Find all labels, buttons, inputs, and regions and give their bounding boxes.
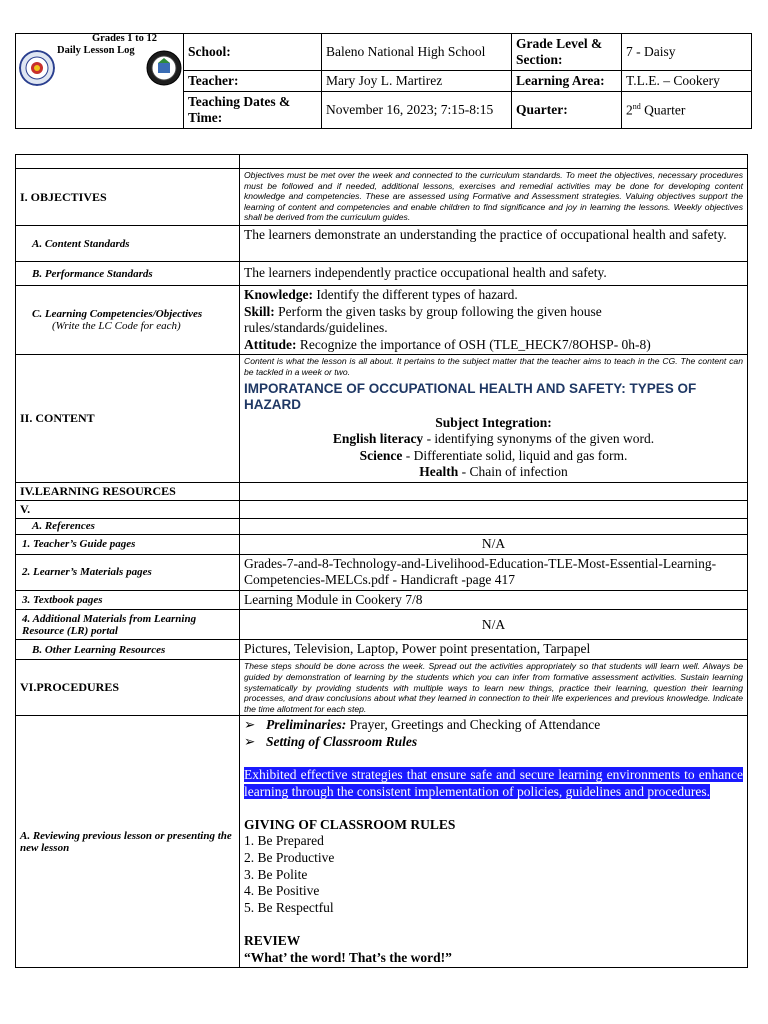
arrow-icon: ➢ — [244, 733, 256, 749]
performance-standards-label: B. Performance Standards — [16, 262, 240, 286]
area-label: Learning Area: — [512, 71, 622, 92]
resources-label: IV.LEARNING RESOURCES — [16, 482, 240, 500]
objectives-note: Objectives must be met over the week and connected to the curriculum standards. To meet the objectives, necessary procedures must be followed and if needed, additional lessons, exercises and remedial activities may be done for developing content knowledge and competencies. These are assessed using Formative and Assessment strategies. Valuing objectives support the learning of content and competencies and enable children to find significance and joy in learning the lessons. Weekly objectives shall be derived from the curriculum guides. — [240, 169, 748, 226]
content-standards-label: A. Content Standards — [16, 226, 240, 262]
english-label: English literacy — [332, 431, 424, 447]
knowledge-label: Knowledge: — [244, 287, 313, 302]
header-table — [15, 33, 752, 129]
skill-text: Perform the given tasks by group following the given house rules/standards/guidelines. — [244, 303, 602, 336]
resources-row — [16, 482, 748, 500]
objectives-row — [16, 169, 748, 226]
procedures-row — [16, 660, 748, 716]
tg-value: N/A — [240, 534, 748, 554]
lm-row — [16, 554, 748, 590]
references-label: A. References — [16, 518, 240, 534]
prelim-text: Prayer, Greetings and Checking of Attendance — [346, 717, 601, 733]
lesson-table — [15, 154, 748, 968]
v-row — [16, 500, 748, 518]
dates-value: November 16, 2023; 7:15-8:15 — [322, 92, 512, 129]
grades-label: Grades 1 to 12 — [92, 33, 158, 44]
blank-row — [16, 155, 748, 169]
rule-item: 3. Be Polite — [244, 866, 308, 882]
science-text: - Differentiate solid, liquid and gas form. — [402, 447, 628, 463]
content-label: II. CONTENT — [16, 355, 240, 483]
quarter-label: Quarter: — [512, 92, 622, 129]
competencies-sub: (Write the LC Code for each) — [52, 320, 181, 333]
dates-label: Teaching Dates & Time: — [184, 92, 322, 129]
content-row — [16, 355, 748, 483]
highlighted-text: Exhibited effective strategies that ensure safe and secure learning environments to enhance learning through the consistent implementation of policies, guidelines and procedures. — [244, 767, 743, 799]
deped-seal-icon — [19, 50, 55, 86]
school-seal-icon — [146, 50, 182, 86]
quarter-value — [622, 92, 752, 129]
school-value: Baleno National High School — [322, 34, 512, 71]
english-text: - identifying synonyms of the given word. — [423, 431, 655, 447]
am-value: N/A — [240, 610, 748, 640]
rule-item: 2. Be Productive — [244, 850, 335, 866]
grade-label: Grade Level & Section: — [512, 34, 622, 71]
content-note: Content is what the lesson is all about. It pertains to the subject matter that the teacher aims to teach in the CG. The content can be tackled in a week or two. — [244, 356, 743, 377]
content-standards-value: The learners demonstrate an understanding the practice of occupational health and safety. — [240, 226, 748, 262]
competencies-value — [240, 286, 748, 355]
objectives-label: I. OBJECTIVES — [16, 169, 240, 226]
arrow-icon: ➢ — [244, 717, 256, 733]
quarter-sup: nd — [632, 101, 641, 111]
quarter-num: 2 — [626, 102, 633, 118]
competencies-label: C. Learning Competencies/Objectives — [32, 308, 203, 321]
tb-value: Learning Module in Cookery 7/8 — [240, 590, 748, 610]
content-value — [240, 355, 748, 483]
health-label: Health — [419, 464, 459, 480]
am-row — [16, 610, 748, 640]
health-text: - Chain of infection — [458, 464, 568, 480]
rules-heading: GIVING OF CLASSROOM RULES — [244, 816, 456, 832]
log-title: Daily Lesson Log — [57, 45, 135, 56]
science-label: Science — [359, 447, 403, 463]
rule-item: 5. Be Respectful — [244, 899, 334, 915]
rule-item: 4. Be Positive — [244, 883, 320, 899]
review-value — [240, 716, 748, 968]
attitude-label: Attitude: — [244, 336, 297, 352]
procedures-note: These steps should be done across the week. Spread out the activities appropriately so that students will learn well. Always be guided by demonstration of learning by the students which you can infer from formative assessment activities. Sustain learning systematically by providing students with multiple ways to learn new things, practice their learning, question their learning processes, and draw conclusions about what they learned in connection to their life experiences and previous knowledge. Indicate the time allotment for each step. — [240, 660, 748, 716]
teacher-label: Teacher: — [184, 71, 322, 92]
teacher-value: Mary Joy L. Martirez — [322, 71, 512, 92]
competencies-row — [16, 286, 748, 355]
other-row — [16, 640, 748, 660]
lm-label: 2. Learner’s Materials pages — [16, 554, 240, 590]
content-title: IMPORATANCE OF OCCUPATIONAL HEALTH AND SAFETY: TYPES OF HAZARD — [244, 380, 697, 412]
v-label: V. — [16, 500, 240, 518]
rules-setting: Setting of Classroom Rules — [266, 733, 418, 749]
lm-value: Grades-7-and-8-Technology-and-Livelihood-Education-TLE-Most-Essential-Learning-Competencies-MELCs.pdf - Handicraft -page 417 — [240, 554, 748, 590]
school-label: School: — [184, 34, 322, 71]
am-label: 4. Additional Materials from Learning Resource (LR) portal — [16, 610, 240, 640]
tb-label: 3. Textbook pages — [16, 590, 240, 610]
content-standards-row — [16, 226, 748, 262]
quarter-word: Quarter — [640, 102, 686, 118]
review-row — [16, 716, 748, 968]
integration-heading: Subject Integration: — [435, 414, 552, 430]
review-quote: “What’ the word! That’s the word!” — [244, 949, 452, 965]
skill-label: Skill: — [244, 303, 275, 319]
competencies-cell — [16, 286, 240, 355]
attitude-text: Recognize the importance of OSH (TLE_HECK7/8OHSP- 0h-8) — [296, 336, 651, 352]
performance-standards-value: The learners independently practice occupational health and safety. — [240, 262, 748, 286]
prelim-label: Preliminaries: — [266, 717, 347, 733]
other-value: Pictures, Television, Laptop, Power point presentation, Tarpapel — [240, 640, 748, 660]
tb-row — [16, 590, 748, 610]
logo-cell — [16, 34, 184, 129]
review-heading: REVIEW — [244, 933, 301, 949]
procedures-label: VI.PROCEDURES — [16, 660, 240, 716]
grade-value: 7 - Daisy — [622, 34, 752, 71]
tg-row — [16, 534, 748, 554]
review-label: A. Reviewing previous lesson or presenting the new lesson — [16, 716, 240, 968]
knowledge-text: Identify the different types of hazard. — [313, 287, 518, 302]
area-value: T.L.E. – Cookery — [622, 71, 752, 92]
rule-item: 1. Be Prepared — [244, 833, 324, 849]
tg-label: 1. Teacher’s Guide pages — [16, 534, 240, 554]
performance-standards-row — [16, 262, 748, 286]
references-row — [16, 518, 748, 534]
other-label: B. Other Learning Resources — [16, 640, 240, 660]
